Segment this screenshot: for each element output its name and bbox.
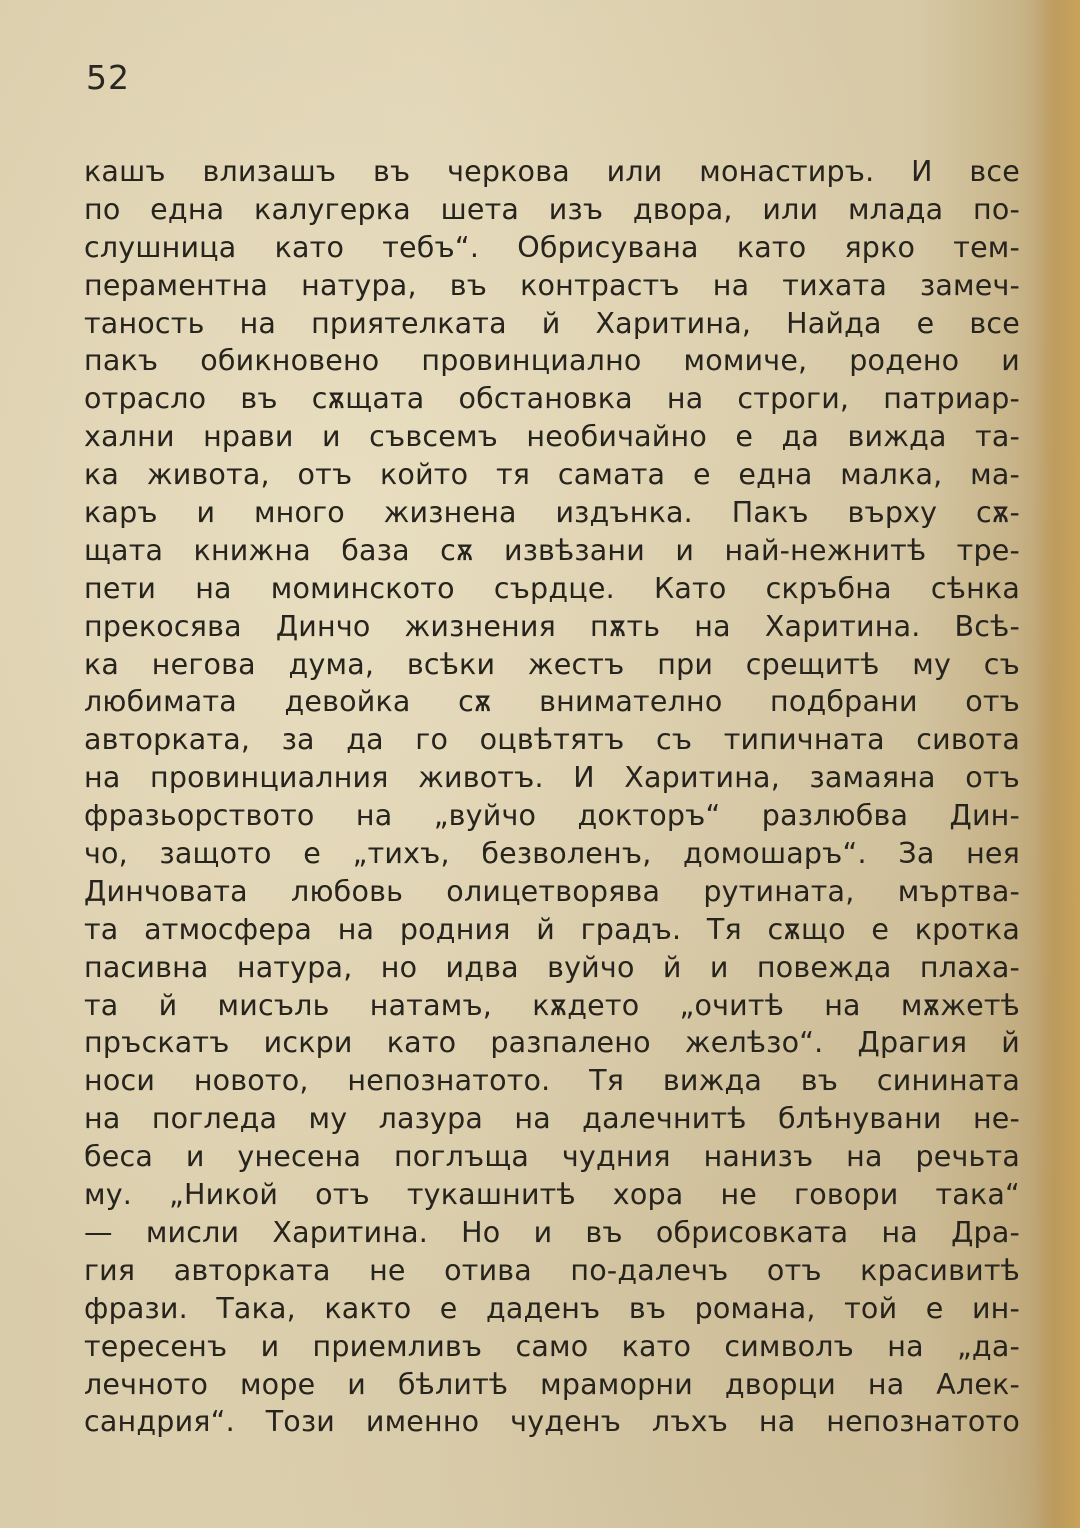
text-line: лечното море и бѣлитѣ мраморни дворци на Алек-: [84, 1367, 1020, 1401]
text-line: та й мисъль натамъ, кѫдето „очитѣ на мѫжетѣ: [84, 988, 1020, 1022]
text-line: фразьорството на „вуйчо докторъ“ разлюбва Дин-: [84, 799, 1020, 833]
text-line: фрази. Така, както е даденъ въ романа, той е ин-: [84, 1291, 1020, 1325]
text-line: каръ и много жизнена издънка. Пакъ върху сѫ-: [84, 496, 1020, 530]
text-line: хални нрави и съвсемъ необичайно е да вижда та-: [84, 420, 1020, 454]
text-line: пети на моминското сърдце. Като скръбна сѣнка: [84, 571, 1020, 605]
text-line: любимата девойка сѫ внимателно подбрани отъ: [84, 685, 1020, 719]
text-line: Динчовата любовь олицетворява рутината, мъртва-: [84, 874, 1020, 908]
text-line: пръскатъ искри като разпалено желѣзо“. Драгия й: [84, 1026, 1020, 1060]
text-line: пераментна натура, въ контрастъ на тихата замеч-: [84, 268, 1020, 302]
text-line: по една калугерка шета изъ двора, или млада по-: [84, 192, 1020, 226]
text-line: му. „Никой отъ тукашнитѣ хора не говори така“: [84, 1178, 1020, 1212]
text-line: слушница като тебъ“. Обрисувана като ярко тем-: [84, 230, 1020, 264]
text-line: авторката, за да го оцвѣтятъ съ типичната сивота: [84, 723, 1020, 757]
page-number: 52: [86, 58, 130, 97]
text-line: пакъ обикновено провинциално момиче, родено и: [84, 344, 1020, 378]
text-line: прекосява Динчо жизнения пѫть на Харитина. Всѣ-: [84, 609, 1020, 643]
page-edge-shadow: [1034, 0, 1080, 1528]
text-line: ка негова дума, всѣки жестъ при срещитѣ му съ: [84, 647, 1020, 681]
text-line: гия авторката не отива по-далечъ отъ красивитѣ: [84, 1253, 1020, 1287]
text-line: носи новото, непознатото. Тя вижда въ синината: [84, 1064, 1020, 1098]
text-line: чо, защото е „тихъ, безволенъ, домошаръ“. За нея: [84, 837, 1020, 871]
body-text: [84, 153, 1020, 1441]
text-line: пасивна натура, но идва вуйчо й и повежда плаха-: [84, 950, 1020, 984]
text-line: тересенъ и приемливъ само като символъ на „да-: [84, 1329, 1020, 1363]
text-line: на погледа му лазура на далечнитѣ блѣнувани не-: [84, 1102, 1020, 1136]
text-line: щата книжна база сѫ извѣзани и най-нежнитѣ тре-: [84, 533, 1020, 567]
text-line: таность на приятелката й Харитина, Найда е все: [84, 306, 1020, 340]
text-line: отрасло въ сѫщата обстановка на строги, патриар-: [84, 382, 1020, 416]
text-line: сандрия“. Този именно чуденъ лъхъ на непознатото: [84, 1405, 1020, 1439]
text-line: та атмосфера на родния й градъ. Тя сѫщо е кротка: [84, 912, 1020, 946]
text-line: на провинциалния животъ. И Харитина, замаяна отъ: [84, 761, 1020, 795]
text-line: — мисли Харитина. Но и въ обрисовката на Дра-: [84, 1215, 1020, 1249]
text-line: кашъ влизашъ въ черкова или монастиръ. И все: [84, 155, 1020, 188]
text-line: беса и унесена поглъща чудния нанизъ на речьта: [84, 1140, 1020, 1174]
text-line: ка живота, отъ който тя самата е една малка, ма-: [84, 458, 1020, 492]
